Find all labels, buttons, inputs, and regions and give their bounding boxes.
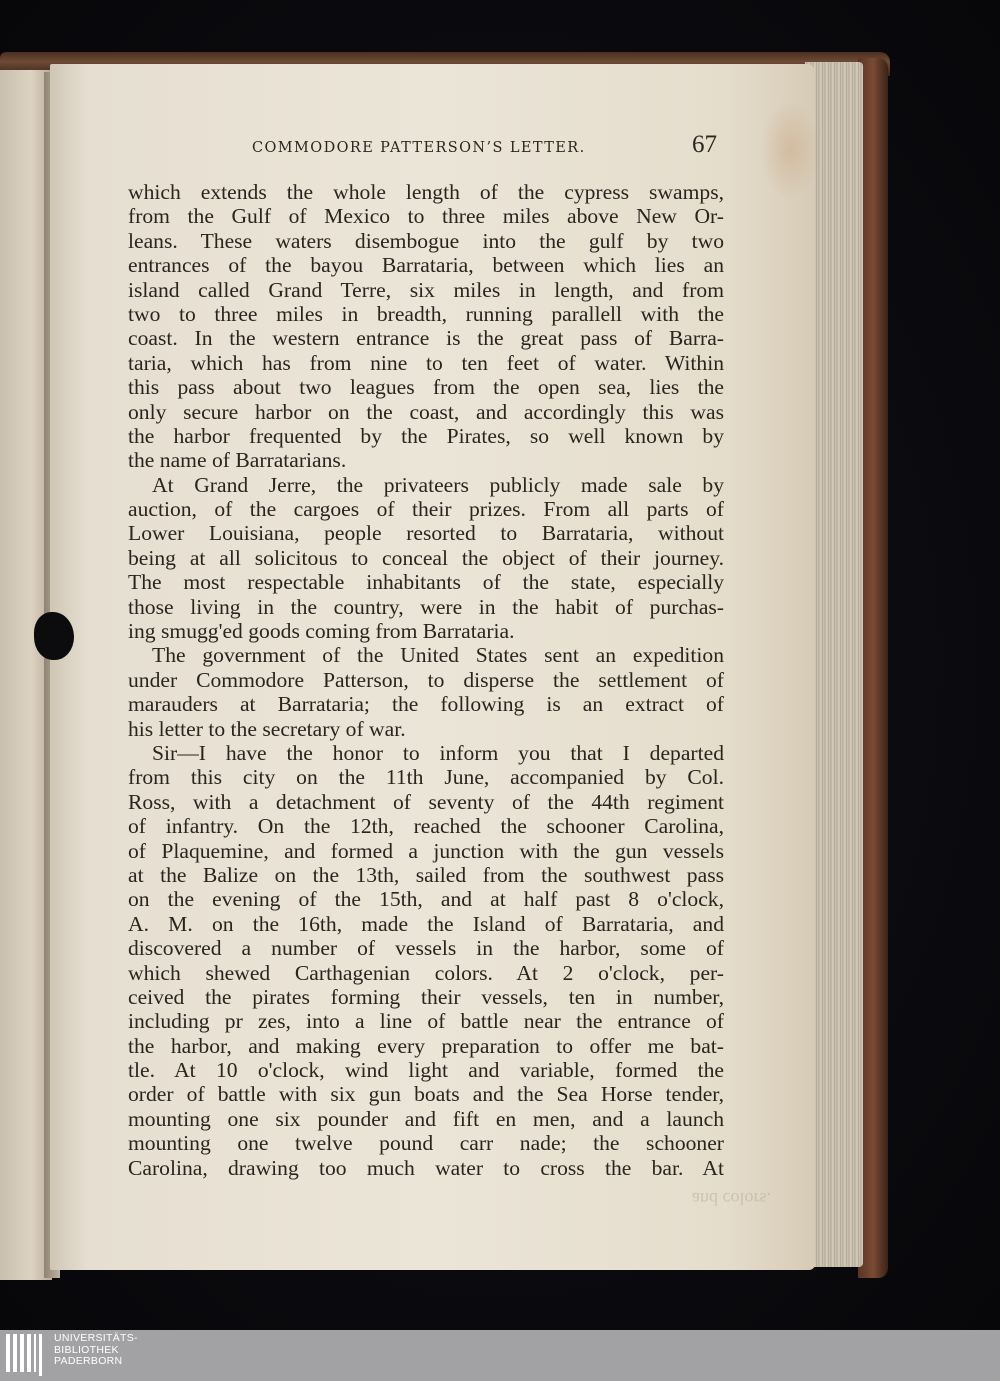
- text-line: order of battle with six gun boats and the Sea Horse tender,: [128, 1082, 724, 1107]
- text-line: at the Balize on the 13th, sailed from the southwest pass: [128, 862, 724, 887]
- text-line: Carolina, drawing too much water to cross the bar. At: [128, 1155, 724, 1180]
- library-name-line: PADERBORN: [54, 1355, 123, 1367]
- library-footer: [0, 1330, 1000, 1381]
- text-line: At Grand Jerre, the privateers publicly made sale by: [152, 472, 724, 497]
- text-line: the name of Barratarians.: [128, 448, 347, 473]
- text-line: including pr zes, into a line of battle near the entrance of: [128, 1009, 724, 1034]
- text-line: which shewed Carthagenian colors. At 2 o'clock, per-: [128, 960, 724, 985]
- text-line: from this city on the 11th June, accompanied by Col.: [128, 765, 724, 790]
- text-line: the harbor, and making every preparation to offer me bat-: [128, 1033, 724, 1058]
- page-body-text: [128, 180, 724, 1180]
- library-logo-icon: [6, 1334, 46, 1374]
- text-line: of Plaquemine, and formed a junction with the gun vessels: [128, 838, 724, 863]
- text-line: ing smugg'ed goods coming from Barrataria.: [128, 619, 515, 644]
- text-line: from the Gulf of Mexico to three miles above New Or-: [128, 204, 724, 229]
- text-line: marauders at Barrataria; the following is an extract of: [128, 692, 724, 717]
- text-line: his letter to the secretary of war.: [128, 716, 406, 741]
- text-line: this pass about two leagues from the open sea, lies the: [128, 375, 724, 400]
- text-line: leans. These waters disembogue into the gulf by two: [128, 228, 724, 253]
- text-line: Sir—I have the honor to inform you that I departed: [152, 740, 724, 765]
- text-line: Lower Louisiana, people resorted to Barrataria, without: [128, 521, 724, 546]
- text-line: two to three miles in breadth, running parallell with the: [128, 301, 724, 326]
- text-line: being at all solicitous to conceal the object of their journey.: [128, 545, 724, 570]
- library-name-line: BIBLIOTHEK: [54, 1343, 119, 1356]
- text-line: The government of the United States sent an expedition: [152, 643, 724, 668]
- page-number: 67: [692, 131, 717, 158]
- text-line: mounting one twelve pound carr nade; the schooner: [128, 1131, 724, 1156]
- text-line: auction, of the cargoes of their prizes. From all parts of: [128, 497, 724, 522]
- text-line: tle. At 10 o'clock, wind light and variable, formed the: [128, 1058, 724, 1083]
- text-line: of infantry. On the 12th, reached the schooner Carolina,: [128, 814, 724, 839]
- text-line: A. M. on the 16th, made the Island of Barrataria, and: [128, 911, 724, 936]
- text-line: under Commodore Patterson, to disperse the settlement of: [128, 667, 724, 692]
- show-through-text: and colors.: [692, 1189, 771, 1209]
- running-head: COMMODORE PATTERSON’S LETTER.: [252, 140, 586, 156]
- text-line: Ross, with a detachment of seventy of the 44th regiment: [128, 789, 724, 814]
- text-line: only secure harbor on the coast, and accordingly this was: [128, 399, 724, 424]
- page-stain: [760, 100, 820, 200]
- page-hole: [34, 612, 74, 660]
- library-name: [54, 1333, 138, 1368]
- text-line: taria, which has from nine to ten feet of water. Within: [128, 350, 724, 375]
- text-line: mounting one six pounder and fift en men, and a launch: [128, 1106, 724, 1131]
- text-line: on the evening of the 15th, and at half past 8 o'clock,: [128, 887, 724, 912]
- text-line: discovered a number of vessels in the harbor, some of: [128, 936, 724, 961]
- library-name-line: UNIVERSITÄTS-: [54, 1332, 138, 1344]
- text-line: coast. In the western entrance is the great pass of Barra-: [128, 326, 724, 351]
- text-line: The most respectable inhabitants of the state, especially: [128, 570, 724, 595]
- text-line: those living in the country, were in the habit of purchas-: [128, 594, 724, 619]
- text-line: island called Grand Terre, six miles in length, and from: [128, 277, 724, 302]
- text-line: which extends the whole length of the cypress swamps,: [128, 180, 724, 204]
- text-line: the harbor frequented by the Pirates, so well known by: [128, 423, 724, 448]
- text-line: entrances of the bayou Barrataria, between which lies an: [128, 253, 724, 278]
- text-line: ceived the pirates forming their vessels, ten in number,: [128, 984, 724, 1009]
